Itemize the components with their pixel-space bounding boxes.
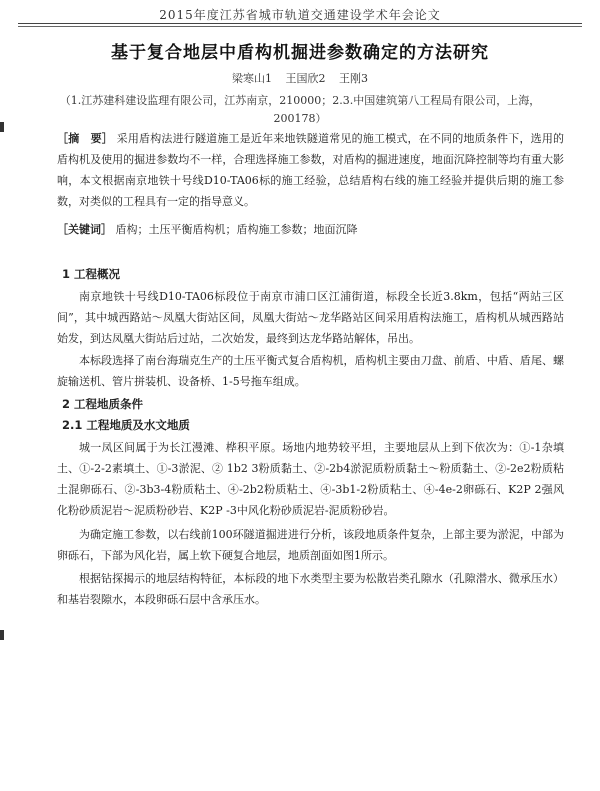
- body-paragraph: 城一凤区间属于为长江漫滩、桦积平原。场地内地势较平坦，主要地层从上到下依次为：①-1杂填土、①-2-2素填土、①-3淤泥、② 1b2 3粉质黏土、②-2b4淤泥质粉质黏土～粉质黏土、②-2e2粉质粘土混卵砾石、②-3b3-4粉质粘土、④-2b2粉质粘土、④-3b1-2粉质粘土、④-4e-2卵砾石、K2P 2强风化粉砂质泥岩～泥质粉砂岩、K2P -3中风化粉砂质泥岩-泥质粉砂岩。: [57, 441, 564, 517]
- scan-edge-mark: [0, 122, 4, 132]
- section-heading: 1 工程概况: [62, 267, 121, 281]
- abstract-label: ［摘 要］: [57, 132, 113, 145]
- body-paragraph: 根据钻探揭示的地层结构特征，本标段的地下水类型主要为松散岩类孔隙水（孔隙潜水、微承压水）和基岩裂隙水，本段卵砾石层中含承压水。: [57, 572, 564, 606]
- body-paragraph: 为确定施工参数，以右线前100环隧道掘进进行分析，该段地质条件复杂，上部主要为淤泥，中部为卵砾石，下部为风化岩，属上软下硬复合地层，地质剖面如图1所示。: [57, 528, 564, 562]
- abstract: [57, 128, 564, 212]
- subsection-heading: 2.1 工程地质及水文地质: [62, 418, 190, 432]
- keywords-text: 盾构；土压平衡盾构机；盾构施工参数；地面沉降: [115, 223, 358, 236]
- header-rule-thin: [18, 26, 582, 27]
- paper-title: 基于复合地层中盾构机掘进参数确定的方法研究: [111, 43, 489, 63]
- body-paragraph: 南京地铁十号线D10-TA06标段位于南京市浦口区江浦街道，标段全长近3.8km，包括“两站三区间”，其中城西路站～凤凰大街站区间，凤凰大街站～龙华路站区间采用盾构法施工，盾构机从城西路站始发，到达凤凰大街站后过站，二次始发，最终到达龙华路站解体，吊出。: [57, 290, 564, 345]
- scan-edge-mark: [0, 630, 4, 640]
- author-list: 梁寒山1 王国欣2 王刚3: [232, 72, 368, 85]
- body-paragraph: 本标段选择了南台海瑞克生产的土压平衡式复合盾构机，盾构机主要由刀盘、前盾、中盾、盾尾、螺旋输送机、管片拼装机、设备桥、1-5号拖车组成。: [57, 354, 564, 388]
- running-header: 2015年度江苏省城市轨道交通建设学术年会论文: [159, 8, 441, 22]
- section-heading: 2 工程地质条件: [62, 397, 144, 411]
- affiliation: （1.江苏建科建设监理有限公司，江苏南京，210000；2.3.中国建筑第八工程局有限公司，上海，200178）: [59, 94, 541, 125]
- header-rule: [18, 23, 582, 24]
- abstract-text: 采用盾构法进行隧道施工是近年来地铁隧道常见的施工模式，在不同的地质条件下，选用的盾构机及使用的掘进参数均不一样，合理选择施工参数，对盾构的掘进速度，地面沉降控制等均有重大影响，本文根据南京地铁十号线D10-TA06标的施工经验，总结盾构右线的施工经验并提供后期的施工参数，对类似的工程具有一定的指导意义。: [57, 132, 565, 208]
- keywords-label: ［关键词］: [57, 223, 112, 236]
- keywords: [57, 219, 564, 240]
